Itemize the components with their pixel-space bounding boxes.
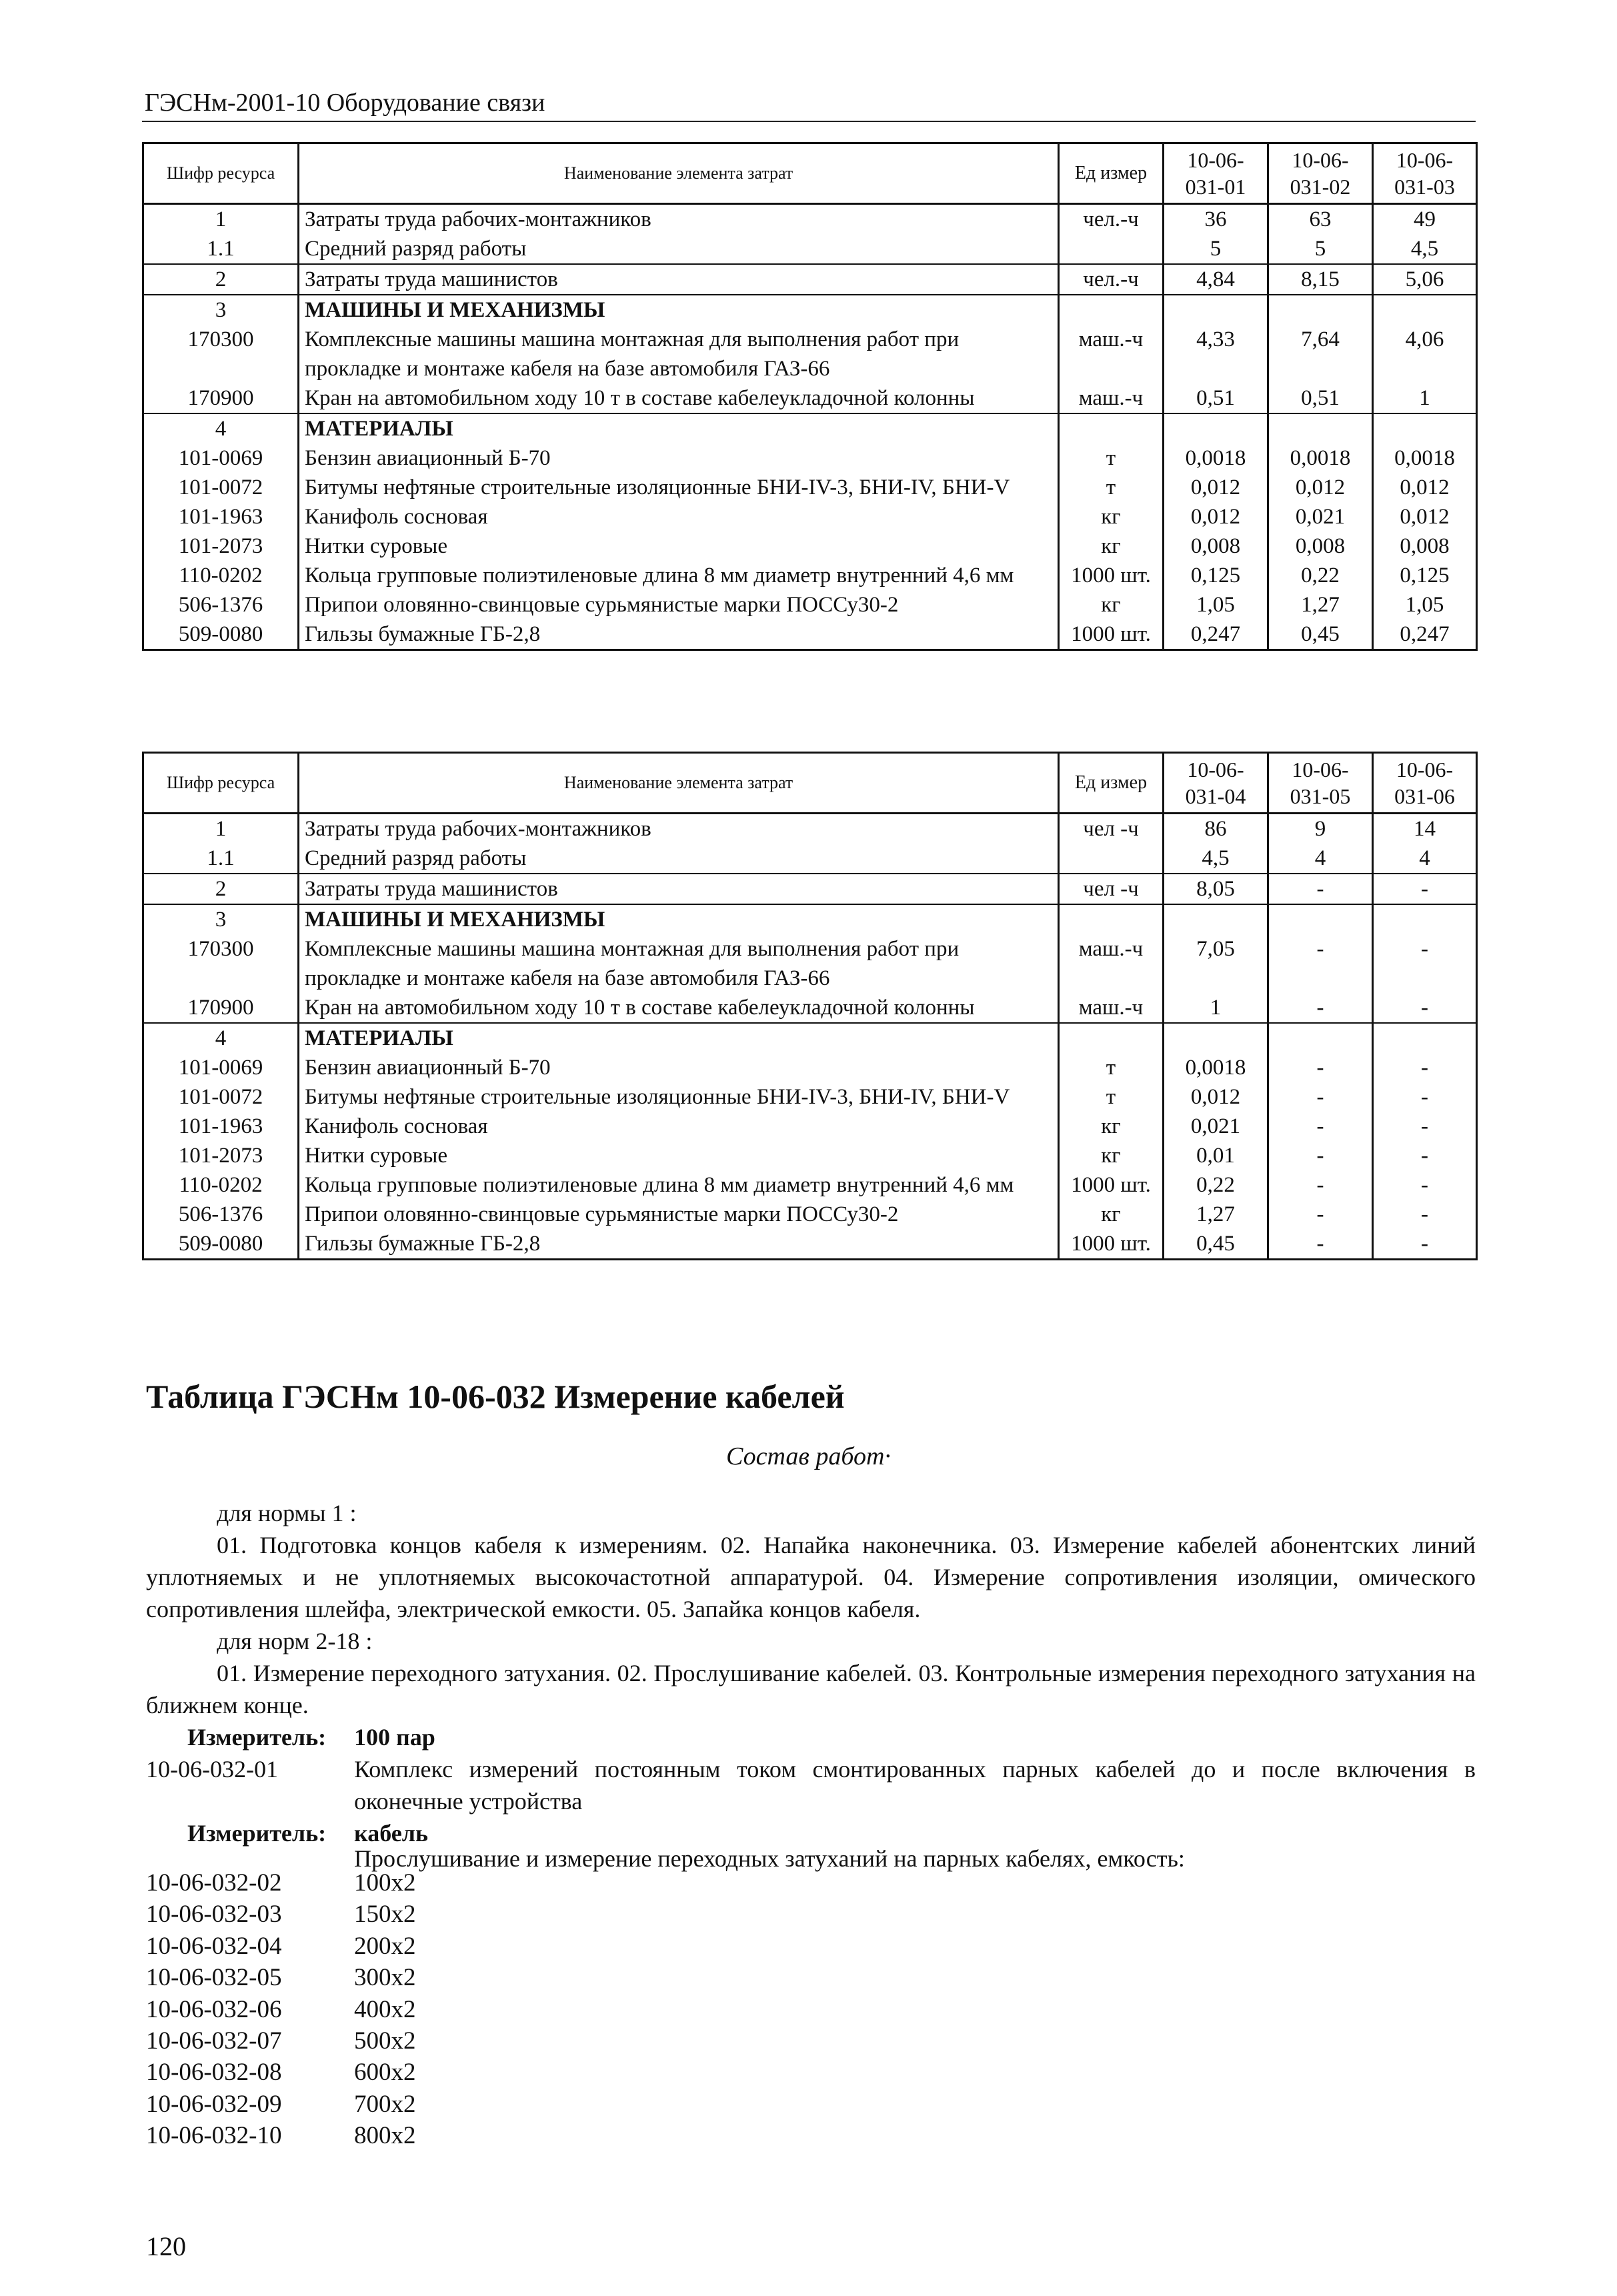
cell-code: 509-0080: [143, 1229, 299, 1260]
cell-value: 4: [1373, 844, 1477, 874]
cell-value: 0,0018: [1164, 443, 1268, 473]
list-item: [146, 2057, 416, 2088]
table-row: [143, 204, 1477, 235]
cell-name: Бензин авиационный Б-70: [299, 443, 1059, 473]
item-value: 200x2: [354, 1932, 416, 1960]
cell-value: 0,012: [1164, 1082, 1268, 1112]
list-item: [146, 1867, 416, 1899]
cell-value: [1268, 904, 1373, 934]
cell-value: 36: [1164, 204, 1268, 235]
cell-unit: кг: [1059, 531, 1164, 561]
cell-value: 1: [1164, 993, 1268, 1023]
cell-name: МАШИНЫ И МЕХАНИЗМЫ: [299, 295, 1059, 325]
cell-name: Кольца групповые полиэтиленовые длина 8 мм диаметр внутренний 4,6 мм: [299, 561, 1059, 590]
cell-value: 4,5: [1164, 844, 1268, 874]
cell-code: 2: [143, 264, 299, 295]
cell-name: Битумы нефтяные строительные изоляционные БНИ-IV-3, БНИ-IV, БНИ-V: [299, 473, 1059, 502]
cell-unit: [1059, 234, 1164, 264]
cell-value: 63: [1268, 204, 1373, 235]
table-row: [143, 443, 1477, 473]
cell-unit: 1000 шт.: [1059, 620, 1164, 650]
cell-unit: [1059, 904, 1164, 934]
col-header-name: Наименование элемента затрат: [299, 143, 1059, 204]
cell-value: [1164, 904, 1268, 934]
cell-unit: [1059, 1023, 1164, 1053]
cell-value: -: [1373, 1141, 1477, 1170]
cell-code: 170300: [143, 325, 299, 383]
cell-value: 9: [1268, 814, 1373, 844]
cell-value: 0,22: [1268, 561, 1373, 590]
cell-unit: т: [1059, 1053, 1164, 1082]
cell-code: 170300: [143, 934, 299, 993]
cell-unit: чел.-ч: [1059, 204, 1164, 235]
cell-value: -: [1373, 934, 1477, 993]
cell-code: 101-0069: [143, 443, 299, 473]
cell-name: Средний разряд работы: [299, 844, 1059, 874]
table-row: [143, 1082, 1477, 1112]
cell-name: Средний разряд работы: [299, 234, 1059, 264]
meter-label: Измеритель:: [187, 1820, 327, 1847]
cell-unit: кг: [1059, 502, 1164, 531]
running-header: ГЭСНм-2001-10 Оборудование связи: [145, 89, 545, 117]
cell-code: 506-1376: [143, 590, 299, 620]
item-code: 10-06-032-05: [146, 1964, 282, 1992]
cell-value: 0,01: [1164, 1141, 1268, 1170]
table-row: [143, 234, 1477, 264]
table-row: [143, 814, 1477, 844]
item-code: 10-06-032-08: [146, 2059, 282, 2087]
col-header-code: Шифр ресурса: [143, 753, 299, 814]
cell-code: 1.1: [143, 844, 299, 874]
cell-code: 1: [143, 204, 299, 235]
cell-value: [1373, 295, 1477, 325]
table-row: [143, 473, 1477, 502]
cell-code: 509-0080: [143, 620, 299, 650]
cell-value: 0,51: [1268, 383, 1373, 413]
list-item: [146, 1994, 416, 2025]
col-header-norm: 10-06-031-06: [1373, 753, 1477, 814]
cell-value: -: [1268, 1170, 1373, 1200]
cell-value: -: [1268, 1229, 1373, 1260]
meter-value: 100 пар: [354, 1724, 435, 1751]
meter-label: Измеритель:: [187, 1724, 327, 1751]
cell-value: [1268, 1023, 1373, 1053]
col-header-norm: 10-06-031-05: [1268, 753, 1373, 814]
list-item: [146, 2025, 416, 2057]
table-header-row: [143, 143, 1477, 204]
cell-value: -: [1373, 1112, 1477, 1141]
item-value: 500x2: [354, 2027, 416, 2055]
cell-name: Припои оловянно-свинцовые сурьмянистые марки ПОССу30-2: [299, 590, 1059, 620]
cell-value: 0,45: [1268, 620, 1373, 650]
cell-code: 101-0072: [143, 473, 299, 502]
cell-unit: кг: [1059, 1112, 1164, 1141]
cell-name: Гильзы бумажные ГБ-2,8: [299, 1229, 1059, 1260]
cell-code: 101-2073: [143, 1141, 299, 1170]
table-row: [143, 1141, 1477, 1170]
cell-value: 0,012: [1164, 473, 1268, 502]
cell-value: -: [1373, 1200, 1477, 1229]
cell-value: [1373, 413, 1477, 443]
cell-code: 101-2073: [143, 531, 299, 561]
table-row: [143, 264, 1477, 295]
cell-unit: 1000 шт.: [1059, 1170, 1164, 1200]
cell-unit: кг: [1059, 590, 1164, 620]
section-row: [143, 295, 1477, 325]
cell-value: 0,0018: [1373, 443, 1477, 473]
cell-value: 0,0018: [1268, 443, 1373, 473]
cell-value: 7,64: [1268, 325, 1373, 383]
table-row: [143, 531, 1477, 561]
cell-value: [1373, 904, 1477, 934]
cell-unit: [1059, 844, 1164, 874]
item-code: 10-06-032-10: [146, 2122, 282, 2150]
cell-name: Канифоль сосновая: [299, 502, 1059, 531]
cell-unit: кг: [1059, 1200, 1164, 1229]
cell-value: 1,27: [1164, 1200, 1268, 1229]
table-row: [143, 874, 1477, 904]
cell-value: 0,125: [1373, 561, 1477, 590]
item-value: 100x2: [354, 1869, 416, 1897]
table-row: [143, 1053, 1477, 1082]
cell-value: 0,22: [1164, 1170, 1268, 1200]
cell-code: 101-1963: [143, 1112, 299, 1141]
cell-code: 1.1: [143, 234, 299, 264]
section-title: Таблица ГЭСНм 10-06-032 Измерение кабелей: [146, 1378, 845, 1415]
cell-value: 0,008: [1373, 531, 1477, 561]
cell-code: 110-0202: [143, 561, 299, 590]
norm1-text: 01. Подготовка концов кабеля к измерениям. 02. Напайка наконечника. 03. Измерение кабелей абонентских линий уплотняемых и не уплотняемых высокочастотной аппаратурой. 04. Измерение сопротивления изоляции, омического сопротивления шлейфа, электрической емкости. 05. Запайка концов кабеля.: [146, 1532, 1476, 1622]
table-row: [143, 993, 1477, 1023]
table-row: [143, 844, 1477, 874]
cell-unit: 1000 шт.: [1059, 561, 1164, 590]
item-value: 600x2: [354, 2059, 416, 2087]
cell-unit: [1059, 413, 1164, 443]
section-row: [143, 413, 1477, 443]
item-code: 10-06-032-07: [146, 2027, 282, 2055]
cell-value: 4,5: [1373, 234, 1477, 264]
cell-value: 1,27: [1268, 590, 1373, 620]
table-header-row: [143, 753, 1477, 814]
section-row: [143, 1023, 1477, 1053]
cell-code: 170900: [143, 993, 299, 1023]
table-row: [143, 1170, 1477, 1200]
cell-name: Затраты труда машинистов: [299, 874, 1059, 904]
cell-value: -: [1268, 1141, 1373, 1170]
table-row: [143, 1229, 1477, 1260]
cell-value: -: [1268, 1053, 1373, 1082]
cell-value: [1373, 1023, 1477, 1053]
cell-value: -: [1373, 1082, 1477, 1112]
item-value: 150x2: [354, 1901, 416, 1929]
cell-unit: чел -ч: [1059, 814, 1164, 844]
item-value: 300x2: [354, 1964, 416, 1992]
cell-code: 4: [143, 413, 299, 443]
col-header-norm: 10-06-031-03: [1373, 143, 1477, 204]
cell-name: МАШИНЫ И МЕХАНИЗМЫ: [299, 904, 1059, 934]
cell-value: 1: [1373, 383, 1477, 413]
cell-unit: маш.-ч: [1059, 934, 1164, 993]
cell-value: [1164, 1023, 1268, 1053]
item-code: 10-06-032-04: [146, 1932, 282, 1960]
table-row: [143, 1112, 1477, 1141]
item-code: 10-06-032-02: [146, 1869, 282, 1897]
item-value: 700x2: [354, 2090, 416, 2118]
col-header-code: Шифр ресурса: [143, 143, 299, 204]
cell-code: 3: [143, 295, 299, 325]
cell-value: 0,012: [1373, 473, 1477, 502]
item-code: 10-06-032-01: [146, 1756, 278, 1783]
cell-name: Бензин авиационный Б-70: [299, 1053, 1059, 1082]
cell-value: 4,06: [1373, 325, 1477, 383]
cell-value: 49: [1373, 204, 1477, 235]
cell-name: МАТЕРИАЛЫ: [299, 1023, 1059, 1053]
cell-name: Комплексные машины машина монтажная для выполнения работ при прокладке и монтаже кабеля на базе автомобиля ГАЗ-66: [299, 325, 1059, 383]
cell-value: 1,05: [1373, 590, 1477, 620]
cell-code: 170900: [143, 383, 299, 413]
cell-value: [1164, 295, 1268, 325]
cell-unit: чел -ч: [1059, 874, 1164, 904]
cell-value: 0,008: [1268, 531, 1373, 561]
cell-value: 0,012: [1373, 502, 1477, 531]
cell-value: 86: [1164, 814, 1268, 844]
cell-value: -: [1268, 874, 1373, 904]
col-header-unit: Ед измер: [1059, 753, 1164, 814]
page-number: 120: [146, 2231, 186, 2261]
cell-value: 4,84: [1164, 264, 1268, 295]
cell-name: Кран на автомобильном ходу 10 т в составе кабелеукладочной колонны: [299, 993, 1059, 1023]
cell-unit: чел.-ч: [1059, 264, 1164, 295]
cell-unit: т: [1059, 473, 1164, 502]
cell-value: -: [1268, 1112, 1373, 1141]
cell-name: Нитки суровые: [299, 1141, 1059, 1170]
cell-unit: [1059, 295, 1164, 325]
cell-name: Комплексные машины машина монтажная для выполнения работ при прокладке и монтаже кабеля на базе автомобиля ГАЗ-66: [299, 934, 1059, 993]
item-code: 10-06-032-06: [146, 1995, 282, 2023]
cell-value: 0,012: [1268, 473, 1373, 502]
cell-code: 101-0069: [143, 1053, 299, 1082]
norm2-label: для норм 2-18 :: [217, 1628, 373, 1654]
col-header-unit: Ед измер: [1059, 143, 1164, 204]
cell-value: -: [1268, 1082, 1373, 1112]
section-row: [143, 904, 1477, 934]
cell-value: 5,06: [1373, 264, 1477, 295]
cell-value: 14: [1373, 814, 1477, 844]
cell-name: Кольца групповые полиэтиленовые длина 8 мм диаметр внутренний 4,6 мм: [299, 1170, 1059, 1200]
table-row: [143, 934, 1477, 993]
cell-unit: маш.-ч: [1059, 325, 1164, 383]
cell-value: 0,0018: [1164, 1053, 1268, 1082]
table-row: [143, 1200, 1477, 1229]
cell-value: 8,15: [1268, 264, 1373, 295]
cell-value: [1164, 413, 1268, 443]
cell-value: -: [1268, 1200, 1373, 1229]
cell-value: -: [1268, 934, 1373, 993]
resource-table-2: [142, 752, 1478, 1260]
meter-value: кабель: [354, 1820, 428, 1847]
item-value: 400x2: [354, 1995, 416, 2023]
cell-unit: т: [1059, 1082, 1164, 1112]
cell-unit: т: [1059, 443, 1164, 473]
header-rule: [142, 121, 1476, 122]
cell-value: 5: [1164, 234, 1268, 264]
cell-code: 1: [143, 814, 299, 844]
cell-name: Затраты труда машинистов: [299, 264, 1059, 295]
cell-value: 8,05: [1164, 874, 1268, 904]
col-header-name: Наименование элемента затрат: [299, 753, 1059, 814]
cell-name: Затраты труда рабочих-монтажников: [299, 204, 1059, 235]
col-header-norm: 10-06-031-01: [1164, 143, 1268, 204]
cell-code: 3: [143, 904, 299, 934]
cell-value: [1268, 413, 1373, 443]
cell-code: 2: [143, 874, 299, 904]
cell-code: 101-0072: [143, 1082, 299, 1112]
cell-value: 0,008: [1164, 531, 1268, 561]
item-code: 10-06-032-09: [146, 2090, 282, 2118]
cell-name: МАТЕРИАЛЫ: [299, 413, 1059, 443]
cell-name: Гильзы бумажные ГБ-2,8: [299, 620, 1059, 650]
cell-value: -: [1373, 993, 1477, 1023]
cell-code: 4: [143, 1023, 299, 1053]
table-row: [143, 502, 1477, 531]
norm2-text: 01. Измерение переходного затухания. 02. Прослушивание кабелей. 03. Контрольные измерения переходного затухания на ближнем конце.: [146, 1660, 1476, 1718]
item-text: Комплекс измерений постоянным током смонтированных парных кабелей до и после включения в оконечные устройства: [354, 1756, 1476, 1815]
cell-value: -: [1268, 993, 1373, 1023]
list-intro: Прослушивание и измерение переходных затуханий на парных кабелях, емкость:: [354, 1845, 1185, 1872]
cell-value: -: [1373, 1170, 1477, 1200]
cell-value: 1,05: [1164, 590, 1268, 620]
col-header-norm: 10-06-031-02: [1268, 143, 1373, 204]
cell-value: 0,51: [1164, 383, 1268, 413]
cell-value: 0,125: [1164, 561, 1268, 590]
cell-value: 0,247: [1164, 620, 1268, 650]
cell-name: Канифоль сосновая: [299, 1112, 1059, 1141]
composition-title: Состав работ·: [726, 1442, 891, 1470]
list-item: [146, 1931, 416, 1962]
list-item: [146, 1962, 416, 1993]
item-code: 10-06-032-03: [146, 1901, 282, 1929]
cell-value: 0,012: [1164, 502, 1268, 531]
table-row: [143, 383, 1477, 413]
cell-value: 4,33: [1164, 325, 1268, 383]
norm-list: [146, 1867, 416, 2152]
cell-code: 506-1376: [143, 1200, 299, 1229]
norm1-label: для нормы 1 :: [217, 1500, 357, 1526]
table-row: [143, 590, 1477, 620]
cell-value: [1268, 295, 1373, 325]
item-value: 800x2: [354, 2122, 416, 2150]
list-item: [146, 2089, 416, 2120]
cell-unit: 1000 шт.: [1059, 1229, 1164, 1260]
cell-unit: маш.-ч: [1059, 993, 1164, 1023]
cell-name: Затраты труда рабочих-монтажников: [299, 814, 1059, 844]
resource-table-1: [142, 142, 1478, 651]
cell-name: Припои оловянно-свинцовые сурьмянистые марки ПОССу30-2: [299, 1200, 1059, 1229]
cell-name: Нитки суровые: [299, 531, 1059, 561]
list-item: [146, 2120, 416, 2151]
cell-code: 101-1963: [143, 502, 299, 531]
cell-name: Битумы нефтяные строительные изоляционные БНИ-IV-3, БНИ-IV, БНИ-V: [299, 1082, 1059, 1112]
cell-value: 0,45: [1164, 1229, 1268, 1260]
col-header-norm: 10-06-031-04: [1164, 753, 1268, 814]
cell-value: 0,247: [1373, 620, 1477, 650]
table-row: [143, 620, 1477, 650]
cell-name: Кран на автомобильном ходу 10 т в составе кабелеукладочной колонны: [299, 383, 1059, 413]
cell-value: 7,05: [1164, 934, 1268, 993]
cell-unit: кг: [1059, 1141, 1164, 1170]
cell-unit: маш.-ч: [1059, 383, 1164, 413]
cell-value: 0,021: [1268, 502, 1373, 531]
cell-value: -: [1373, 874, 1477, 904]
list-item: [146, 1899, 416, 1930]
table-row: [143, 325, 1477, 383]
cell-code: 110-0202: [143, 1170, 299, 1200]
cell-value: -: [1373, 1229, 1477, 1260]
table-row: [143, 561, 1477, 590]
cell-value: 4: [1268, 844, 1373, 874]
cell-value: 5: [1268, 234, 1373, 264]
cell-value: 0,021: [1164, 1112, 1268, 1141]
cell-value: -: [1373, 1053, 1477, 1082]
